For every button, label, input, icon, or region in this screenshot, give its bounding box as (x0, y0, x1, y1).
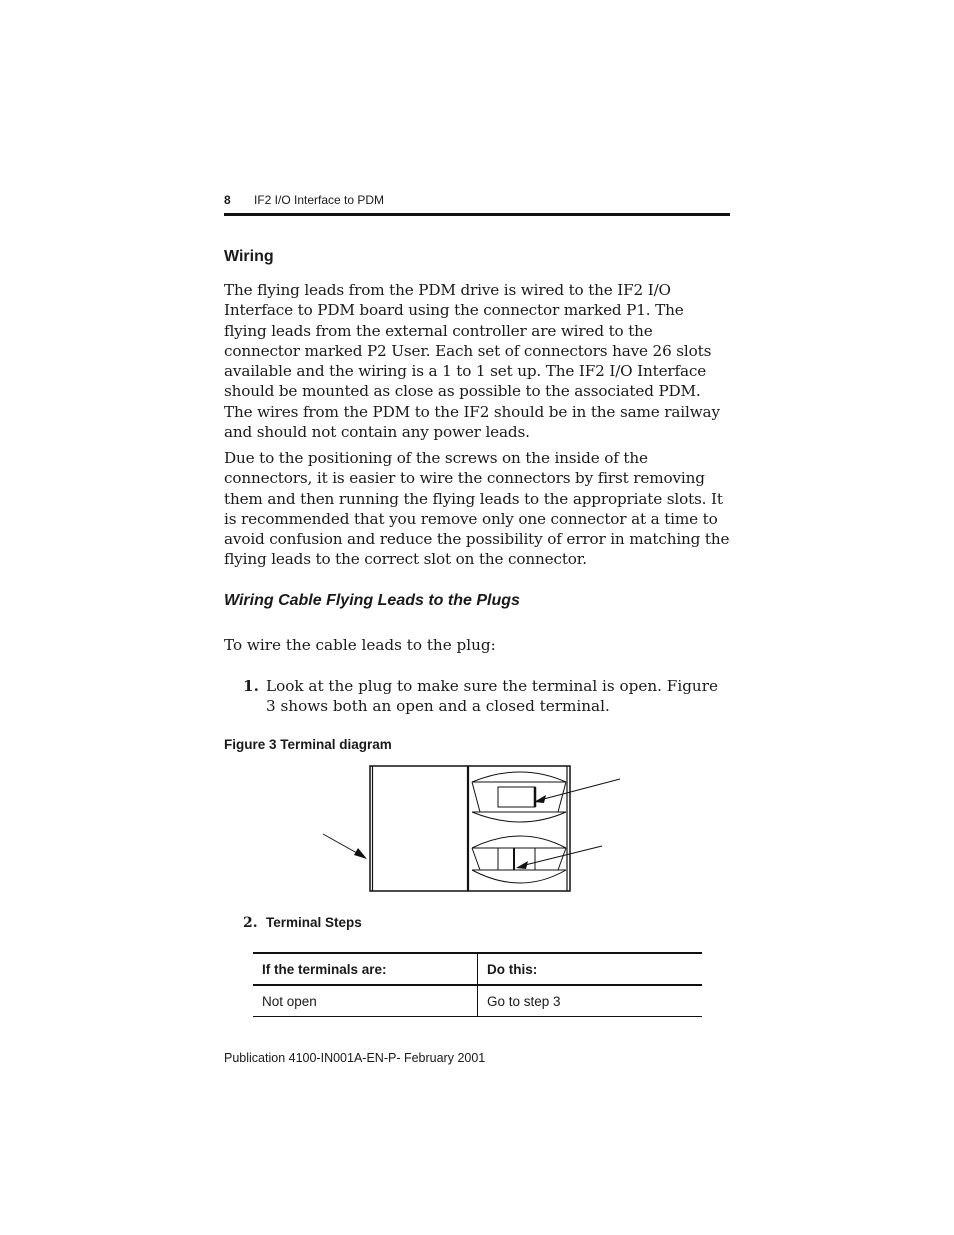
subsection-heading: Wiring Cable Flying Leads to the Plugs (224, 592, 520, 609)
section-heading: Wiring (224, 248, 274, 265)
header-rule (224, 213, 730, 216)
step-2 (243, 914, 362, 932)
column-header: Do this: (487, 961, 538, 977)
page-number: 8 (224, 193, 231, 207)
terminal-diagram (300, 760, 640, 900)
table-cell: Go to step 3 (487, 993, 561, 1009)
step-number: 2. (243, 915, 258, 931)
paragraph-wiring-1: The flying leads from the PDM drive is wired to the IF2 I/O Interface to PDM board using the connector marked P1. The flying leads from the external controller are wired to the connector marked P2 User. Each set of connectors have 26 slots available and the wiring is a 1 to 1 set up. The IF2 I/O Interface should be mounted as close as possible to the associated PDM. The wires from the PDM to the IF2 should be in the same railway and should not contain any power leads. (224, 281, 720, 442)
closed-terminal (472, 836, 566, 883)
step-text: Look at the plug to make sure the terminal is open. Figure 3 shows both an open and a closed terminal. (266, 677, 718, 716)
paragraph-wiring-2: Due to the positioning of the screws on the inside of the connectors, it is easier to wire the connectors by first removing them and then running the flying leads to the appropriate slots. It is recommended that you remove only one connector at a time to avoid confusion and reduce the possibility of error in matching the flying leads to the correct slot on the connector. (224, 449, 730, 569)
figure-caption: Figure 3 Terminal diagram (224, 737, 392, 752)
running-header (224, 192, 730, 208)
table-row (253, 985, 702, 1017)
publication-footer: Publication 4100-IN001A-EN-P- February 2001 (224, 1051, 486, 1065)
table-header-row (253, 953, 702, 985)
step-text: Terminal Steps (266, 915, 362, 930)
connector-body (370, 766, 570, 891)
column-header: If the terminals are: (253, 953, 478, 985)
callout-arrow-closed (521, 846, 602, 866)
terminal-steps-table (253, 952, 702, 1017)
intro-text: To wire the cable leads to the plug: (224, 636, 496, 654)
table-cell: Not open (253, 985, 478, 1017)
header-title: IF2 I/O Interface to PDM (254, 193, 385, 207)
step-number: 1. (243, 677, 259, 695)
